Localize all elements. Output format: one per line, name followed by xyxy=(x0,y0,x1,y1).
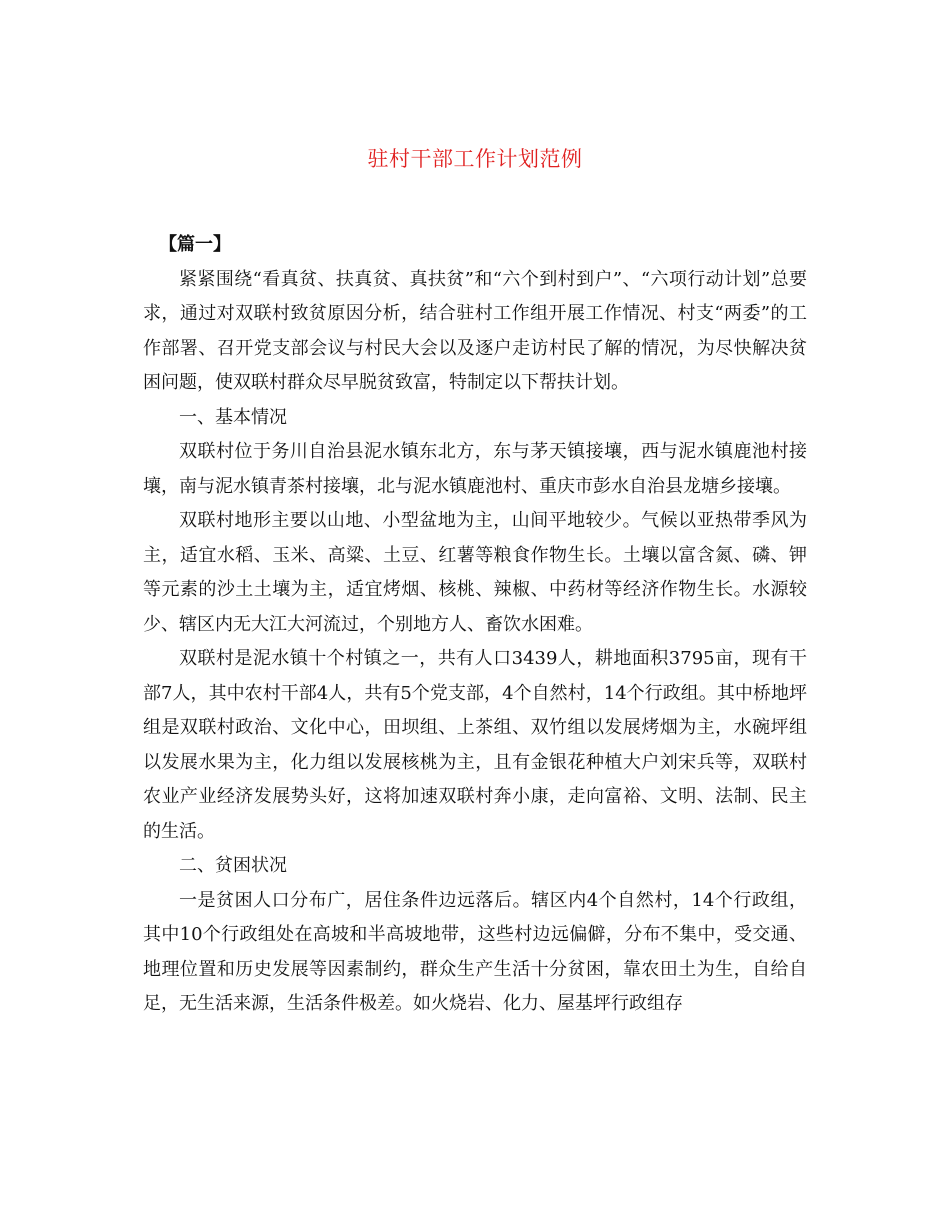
document-title: 驻村干部工作计划范例 xyxy=(367,147,583,171)
section-label: 【篇一】 xyxy=(159,234,231,255)
paragraph-intro: 紧紧围绕“看真贫、扶真贫、真扶贫”和“六个到村到户”、“六项行动计划”总要求，通过对双联村致贫原因分析，结合驻村工作组开展工作情况、村支“两委”的工作部署、召开党支部会议与村民大会以及逐户走访村民了解的情况，为尽快解决贫困问题，使双联村群众尽早脱贫致富，特制定以下帮扶计划。 xyxy=(143,268,807,393)
paragraph-terrain: 双联村地形主要以山地、小型盆地为主，山间平地较少。气候以亚热带季风为主，适宜水稻、玉米、高粱、土豆、红薯等粮食作物生长。土壤以富含氮、磷、钾等元素的沙土土壤为主，适宜烤烟、核桃、辣椒、中药材等经济作物生长。水源较少、辖区内无大江大河流过，个别地方人、畜饮水困难。 xyxy=(143,510,807,635)
document-body xyxy=(143,228,807,1022)
heading-basic-situation: 一、基本情况 xyxy=(179,406,287,428)
paragraph-poverty-distribution: 一是贫困人口分布广，居住条件边远落后。辖区内4个自然村，14个行政组，其中10个行政组处在高坡和半高坡地带，这些村边远偏僻，分布不集中，受交通、地理位置和历史发展等因素制约，群众生产生活十分贫困，靠农田土为生，自给自足，无生活来源，生活条件极差。如火烧岩、化力、屋基坪行政组存 xyxy=(143,889,807,1014)
paragraph-population: 双联村是泥水镇十个村镇之一，共有人口3439人，耕地面积3795亩，现有干部7人，其中农村干部4人，共有5个党支部，4个自然村，14个行政组。其中桥地坪组是双联村政治、文化中心，田坝组、上茶组、双竹组以发展烤烟为主，水碗坪组以发展水果为主，化力组以发展核桃为主，且有金银花种植大户刘宋兵等，双联村农业产业经济发展势头好，这将加速双联村奔小康，走向富裕、文明、法制、民主的生活。 xyxy=(143,648,807,842)
heading-poverty-status: 二、贫困状况 xyxy=(179,855,287,876)
paragraph-location: 双联村位于务川自治县泥水镇东北方，东与茅天镇接壤，西与泥水镇鹿池村接壤，南与泥水镇青茶村接壤，北与泥水镇鹿池村、重庆市彭水自治县龙塘乡接壤。 xyxy=(143,441,807,497)
